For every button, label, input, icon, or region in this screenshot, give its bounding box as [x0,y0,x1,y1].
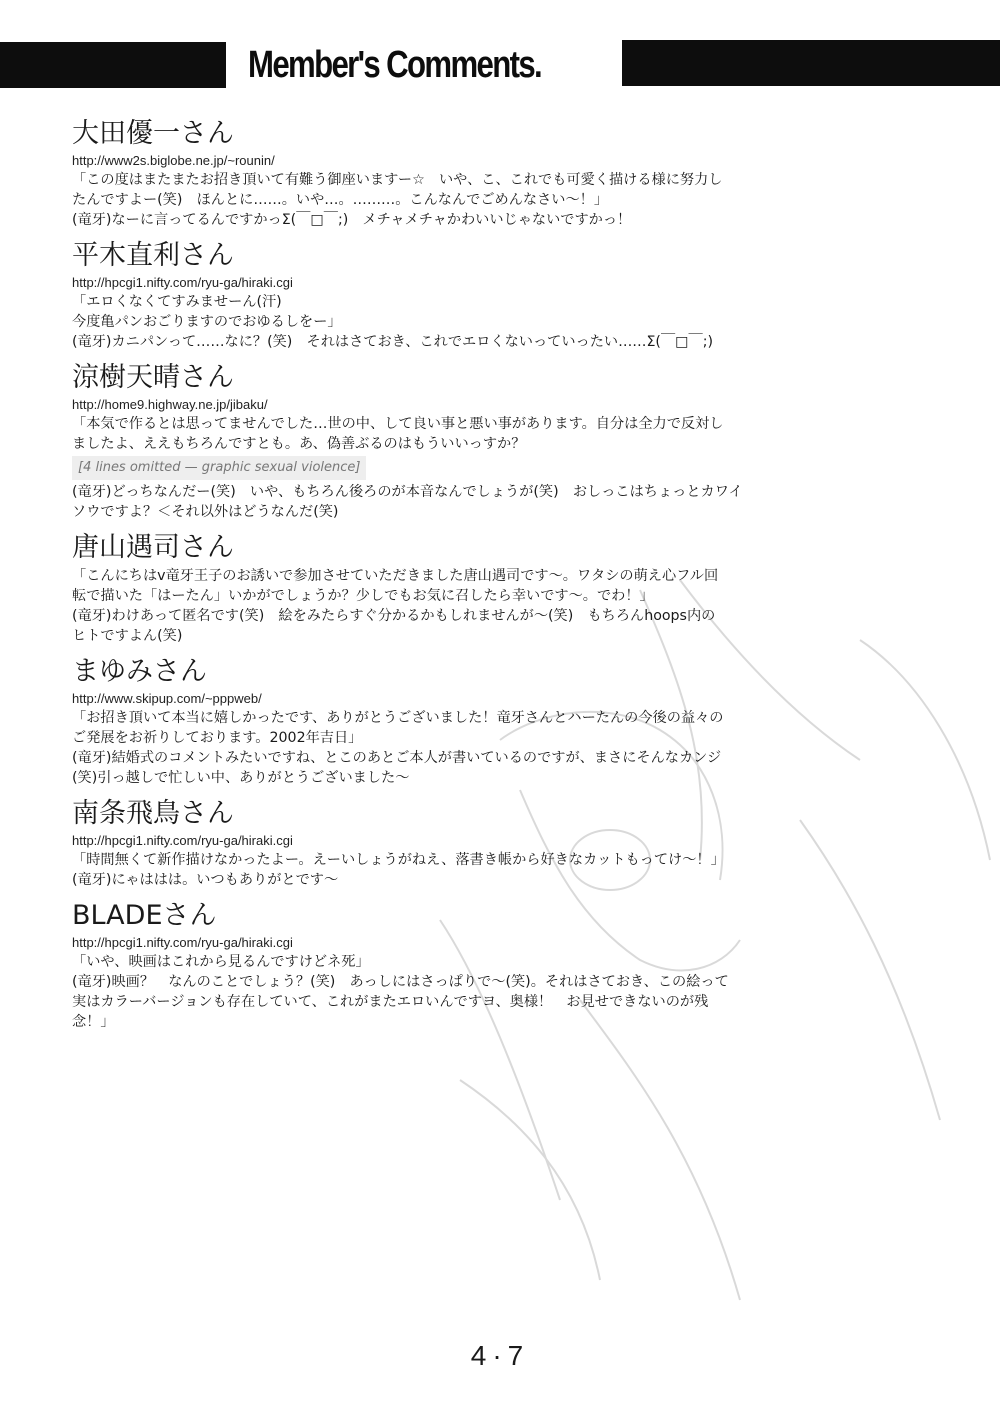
comment-entry [72,360,832,522]
member-name: 大田優一さん [72,118,234,149]
comment-entry [72,796,832,890]
member-url: http://hpcgi1.nifty.com/ryu-ga/hiraki.cgi [72,833,293,848]
comment-line: (竜牙)映画？ なんのことでしょう？(笑) あっしにはさっぱりで～(笑)。それはさておき、この絵って [72,974,729,990]
comment-line: 「この度はまたまたお招き頂いて有難う御座いますー☆ いや、こ、これでも可愛く描ける様に努力し [72,172,723,188]
comment-line: 「お招き頂いて本当に嬉しかったです、ありがとうございました！竜牙さんとハーたんの今後の益々の [72,710,724,726]
member-name: 唐山遇司さん [72,532,234,563]
comment-entry [72,116,832,230]
member-name: 涼樹天晴さん [72,362,234,393]
comment-line: 「時間無くて新作描けなかったよー。えーいしょうがねえ、落書き帳から好きなカットもってけ～！」 [72,852,725,868]
header-bar-left [0,42,226,88]
comment-line: たんですよー(笑) ほんとに……。いや…。………。こんなんでごめんなさい～！」 [72,192,609,208]
comment-entry [72,654,832,788]
comment-line: (竜牙)カニパンって……なに？(笑) それはさておき、これでエロくないっていったい……Σ(￣□￣;) [72,334,714,350]
comment-line: (竜牙)わけあって匿名です(笑) 絵をみたらすぐ分かるかもしれませんが～(笑) もちろんhoops内の [72,608,716,624]
comment-line: 念！」 [72,1014,115,1030]
header-bar-right [622,40,1000,86]
member-url: http://hpcgi1.nifty.com/ryu-ga/hiraki.cgi [72,275,293,290]
comment-line: 「エロくなくてすみませーん(汗) [72,294,282,310]
comment-entry [72,530,832,646]
comment-line: (竜牙)にゃははは。いつもありがとです～ [72,872,339,888]
member-name: 平木直利さん [72,240,234,271]
comment-line: 今度亀パンおごりますのでおゆるしをー」 [72,314,342,330]
member-url: http://hpcgi1.nifty.com/ryu-ga/hiraki.cgi [72,935,293,950]
comment-line: ご発展をお祈りしております。2002年吉日」 [72,730,363,746]
page-header [0,40,1000,90]
comment-line: (竜牙)どっちなんだー(笑) いや、もちろん後ろのが本音なんでしょうが(笑) おしっこはちょっとカワイ [72,484,743,500]
comment-line: (竜牙)なーに言ってるんですかっΣ(￣□￣;) メチャメチャかわいいじゃないですかっ！ [72,212,632,228]
member-name: BLADEさん [72,900,217,931]
member-url: http://www.skipup.com/~pppweb/ [72,691,262,706]
member-url: http://home9.highway.ne.jp/jibaku/ [72,397,268,412]
member-url: http://www2s.biglobe.ne.jp/~rounin/ [72,153,275,168]
comment-line: (竜牙)結婚式のコメントみたいですね、とこのあとご本人が書いているのですが、まさにそんなカンジ [72,750,722,766]
page-title: Member's Comments. [248,44,542,86]
page-number: 4·7 [470,1340,530,1371]
member-name: 南条飛鳥さん [72,798,234,829]
comment-line: 実はカラーバージョンも存在していて、これがまたエロいんですヨ、奥様！ お見せできないのが残 [72,994,709,1010]
comment-entry [72,898,832,1032]
comment-line: 「本気で作るとは思ってませんでした…世の中、して良い事と悪い事があります。自分は全力で反対し [72,416,724,432]
comment-line: ソウですよ？＜それ以外はどうなんだ(笑) [72,504,339,520]
comment-line: 「こんにちはv竜牙王子のお誘いで参加させていただきました唐山遇司です～。ワタシの萌え心フル回 [72,568,719,584]
comment-line: 転で描いた「はーたん」いかがでしょうか？少しでもお気に召したら幸いです～。でわ！」 [72,588,654,604]
redacted-passage: [4 lines omitted — graphic sexual violence] [72,456,366,480]
member-comments-list [72,116,832,1040]
comment-line: ヒトですよん(笑) [72,628,183,644]
comment-line: 「いや、映画はこれから見るんですけどネ死」 [72,954,370,970]
comment-line: (笑)引っ越しで忙しい中、ありがとうございました～ [72,770,410,786]
comment-line: ましたよ、ええもちろんですとも。あ、偽善ぶるのはもういいっすか？ [72,436,526,452]
member-name: まゆみさん [72,656,207,687]
comment-entry [72,238,832,352]
